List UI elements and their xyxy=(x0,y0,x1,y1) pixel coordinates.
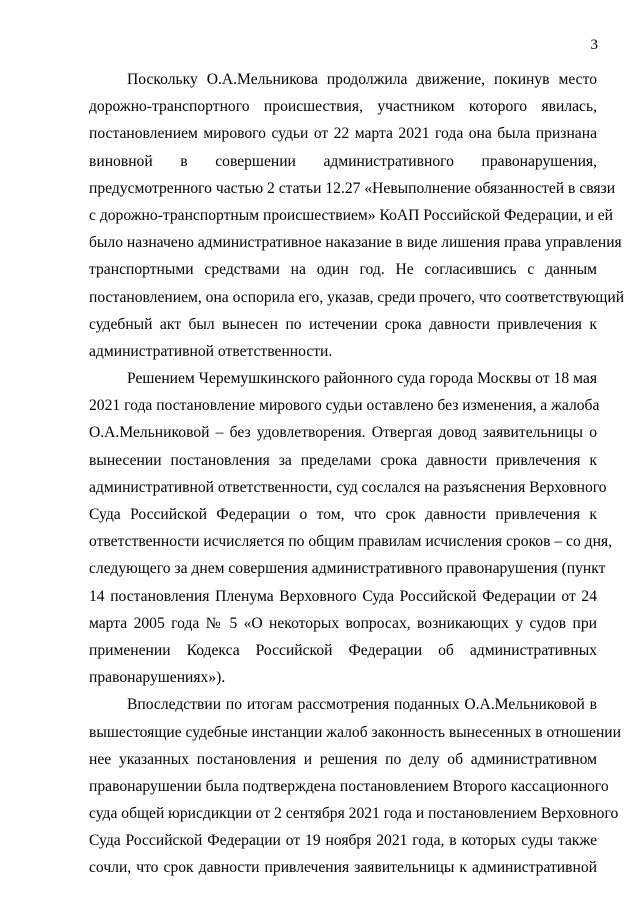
text-line: Решением Черемушкинского районного суда города Москвы от 18 мая xyxy=(127,370,597,388)
text-line: правонарушениях»). xyxy=(89,669,226,687)
paragraph xyxy=(89,66,625,365)
text-line: 2021 года постановление мирового судьи оставлено без изменения, а жалоба xyxy=(89,397,600,415)
text-line: ответственности исчисляется по общим правилам исчисления сроков – со дня, xyxy=(89,533,612,551)
text-line: постановлением, она оспорила его, указав, среди прочего, что соответствующий xyxy=(89,288,625,306)
text-line: виновной в совершении административного правонарушения, xyxy=(89,152,597,170)
text-line: с дорожно-транспортным происшествием» КоАП Российской Федерации, и ей xyxy=(89,206,613,224)
text-line: транспортными средствами на один год. Не согласившись с данным xyxy=(89,261,597,279)
text-line: административной ответственности, суд сослался на разъяснения Верховного xyxy=(89,478,607,496)
text-line: предусмотренного частью 2 статьи 12.27 «Невыполнение обязанностей в связи xyxy=(89,179,616,197)
paragraph xyxy=(89,365,612,691)
text-line: 14 постановления Пленума Верховного Суда Российской Федерации от 24 xyxy=(89,587,597,605)
text-line: применении Кодекса Российской Федерации об административных xyxy=(89,641,597,659)
text-line: постановлением мирового судьи от 22 марта 2021 года она была признана xyxy=(89,125,597,143)
text-line: сочли, что срок давности привлечения заявительницы к административной xyxy=(89,859,597,877)
text-line: было назначено административное наказание в виде лишения права управления xyxy=(89,234,622,252)
text-line: дорожно-транспортного происшествия, участником которого явилась, xyxy=(89,98,597,116)
text-line: суда общей юрисдикции от 2 сентября 2021 года и постановлением Верховного xyxy=(89,805,619,823)
text-line: Суда Российской Федерации от 19 ноября 2021 года, в которых суды также xyxy=(89,832,597,850)
text-line: Поскольку О.А.Мельникова продолжила движение, покинув место xyxy=(127,71,597,88)
text-line: Суда Российской Федерации о том, что срок давности привлечения к xyxy=(89,506,597,523)
page-number: 3 xyxy=(590,37,598,53)
text-line: марта 2005 года № 5 «О некоторых вопросах, возникающих у судов при xyxy=(89,614,597,632)
text-line: Впоследствии по итогам рассмотрения поданных О.А.Мельниковой в xyxy=(127,696,597,714)
text-line: вышестоящие судебные инстанции жалоб законность вынесенных в отношении xyxy=(89,723,621,741)
text-line: О.А.Мельниковой – без удовлетворения. Отвергая довод заявительницы о xyxy=(89,424,597,442)
text-line: нее указанных постановления и решения по делу об административном xyxy=(89,750,597,768)
text-line: следующего за днем совершения административного правонарушения (пункт xyxy=(89,560,606,578)
text-line: вынесении постановления за пределами срока давности привлечения к xyxy=(89,451,597,469)
text-line: правонарушении была подтверждена постановлением Второго кассационного xyxy=(89,777,609,795)
paragraph xyxy=(89,691,621,881)
text-line: судебный акт был вынесен по истечении срока давности привлечения к xyxy=(89,315,597,333)
document-body xyxy=(89,66,625,882)
text-line: административной ответственности. xyxy=(89,342,333,360)
